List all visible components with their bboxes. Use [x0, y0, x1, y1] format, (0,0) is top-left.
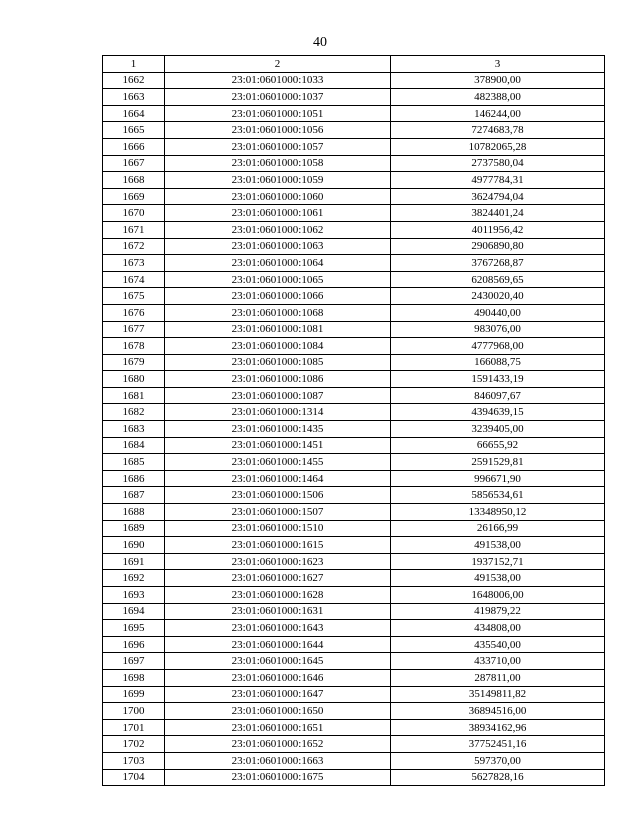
cadastral-value: 1591433,19 [391, 371, 605, 388]
table-row [103, 238, 605, 255]
table-row [103, 487, 605, 504]
cadastral-value: 491538,00 [391, 570, 605, 587]
cadastral-value: 26166,99 [391, 520, 605, 537]
cadastral-value: 1648006,00 [391, 587, 605, 604]
cadastral-number: 23:01:0601000:1051 [165, 105, 391, 122]
cadastral-number: 23:01:0601000:1627 [165, 570, 391, 587]
table-row [103, 338, 605, 355]
cadastral-value: 7274683,78 [391, 122, 605, 139]
row-number: 1668 [103, 172, 165, 189]
cadastral-number: 23:01:0601000:1615 [165, 537, 391, 554]
cadastral-value: 35149811,82 [391, 686, 605, 703]
row-number: 1667 [103, 155, 165, 172]
row-number: 1681 [103, 387, 165, 404]
row-number: 1679 [103, 354, 165, 371]
cadastral-value: 2737580,04 [391, 155, 605, 172]
cadastral-number: 23:01:0601000:1628 [165, 587, 391, 604]
row-number: 1695 [103, 620, 165, 637]
cadastral-value: 38934162,96 [391, 719, 605, 736]
table-row [103, 454, 605, 471]
row-number: 1683 [103, 421, 165, 438]
table-row [103, 255, 605, 272]
table-row [103, 752, 605, 769]
cadastral-value: 846097,67 [391, 387, 605, 404]
cadastral-number: 23:01:0601000:1651 [165, 719, 391, 736]
cadastral-number: 23:01:0601000:1058 [165, 155, 391, 172]
cadastral-value: 146244,00 [391, 105, 605, 122]
table-row [103, 105, 605, 122]
row-number: 1684 [103, 437, 165, 454]
cadastral-number: 23:01:0601000:1645 [165, 653, 391, 670]
cadastral-value: 66655,92 [391, 437, 605, 454]
cadastral-number: 23:01:0601000:1455 [165, 454, 391, 471]
row-number: 1662 [103, 72, 165, 89]
row-number: 1672 [103, 238, 165, 255]
cadastral-number: 23:01:0601000:1507 [165, 504, 391, 521]
row-number: 1700 [103, 703, 165, 720]
table-row [103, 553, 605, 570]
cadastral-number: 23:01:0601000:1064 [165, 255, 391, 272]
table-row [103, 703, 605, 720]
cadastral-value: 4777968,00 [391, 338, 605, 355]
cadastral-number: 23:01:0601000:1643 [165, 620, 391, 637]
registry-table [102, 55, 605, 786]
row-number: 1675 [103, 288, 165, 305]
row-number: 1673 [103, 255, 165, 272]
table-row [103, 304, 605, 321]
cadastral-value: 433710,00 [391, 653, 605, 670]
cadastral-number: 23:01:0601000:1085 [165, 354, 391, 371]
table-row [103, 669, 605, 686]
cadastral-number: 23:01:0601000:1087 [165, 387, 391, 404]
row-number: 1671 [103, 221, 165, 238]
row-number: 1669 [103, 188, 165, 205]
row-number: 1694 [103, 603, 165, 620]
row-number: 1663 [103, 89, 165, 106]
row-number: 1704 [103, 769, 165, 786]
cadastral-number: 23:01:0601000:1081 [165, 321, 391, 338]
cadastral-value: 37752451,16 [391, 736, 605, 753]
row-number: 1674 [103, 271, 165, 288]
table-row [103, 653, 605, 670]
cadastral-number: 23:01:0601000:1435 [165, 421, 391, 438]
row-number: 1698 [103, 669, 165, 686]
table-row [103, 172, 605, 189]
cadastral-number: 23:01:0601000:1033 [165, 72, 391, 89]
row-number: 1696 [103, 636, 165, 653]
column-header-3: 3 [391, 56, 605, 73]
row-number: 1670 [103, 205, 165, 222]
cadastral-value: 996671,90 [391, 470, 605, 487]
table-row [103, 404, 605, 421]
cadastral-value: 3239405,00 [391, 421, 605, 438]
cadastral-number: 23:01:0601000:1037 [165, 89, 391, 106]
cadastral-value: 490440,00 [391, 304, 605, 321]
cadastral-number: 23:01:0601000:1451 [165, 437, 391, 454]
cadastral-number: 23:01:0601000:1062 [165, 221, 391, 238]
cadastral-value: 4977784,31 [391, 172, 605, 189]
cadastral-value: 166088,75 [391, 354, 605, 371]
row-number: 1664 [103, 105, 165, 122]
cadastral-number: 23:01:0601000:1675 [165, 769, 391, 786]
table-row [103, 470, 605, 487]
cadastral-value: 13348950,12 [391, 504, 605, 521]
cadastral-number: 23:01:0601000:1057 [165, 138, 391, 155]
cadastral-value: 435540,00 [391, 636, 605, 653]
cadastral-number: 23:01:0601000:1644 [165, 636, 391, 653]
cadastral-number: 23:01:0601000:1060 [165, 188, 391, 205]
row-number: 1688 [103, 504, 165, 521]
table-row [103, 371, 605, 388]
row-number: 1685 [103, 454, 165, 471]
table-row [103, 421, 605, 438]
row-number: 1682 [103, 404, 165, 421]
cadastral-value: 378900,00 [391, 72, 605, 89]
cadastral-value: 5856534,61 [391, 487, 605, 504]
table-row [103, 221, 605, 238]
cadastral-value: 983076,00 [391, 321, 605, 338]
table-row [103, 603, 605, 620]
cadastral-value: 287811,00 [391, 669, 605, 686]
cadastral-number: 23:01:0601000:1065 [165, 271, 391, 288]
cadastral-value: 482388,00 [391, 89, 605, 106]
table-row [103, 188, 605, 205]
table-row [103, 636, 605, 653]
cadastral-number: 23:01:0601000:1623 [165, 553, 391, 570]
table-row [103, 138, 605, 155]
cadastral-number: 23:01:0601000:1631 [165, 603, 391, 620]
cadastral-value: 3824401,24 [391, 205, 605, 222]
cadastral-number: 23:01:0601000:1647 [165, 686, 391, 703]
table-row [103, 520, 605, 537]
header-row [103, 56, 605, 73]
cadastral-value: 2906890,80 [391, 238, 605, 255]
page-number: 40 [313, 35, 327, 50]
cadastral-value: 1937152,71 [391, 553, 605, 570]
cadastral-value: 36894516,00 [391, 703, 605, 720]
table-body [103, 72, 605, 786]
table-row [103, 72, 605, 89]
table-row [103, 387, 605, 404]
cadastral-number: 23:01:0601000:1650 [165, 703, 391, 720]
cadastral-value: 2430020,40 [391, 288, 605, 305]
table-row [103, 686, 605, 703]
cadastral-number: 23:01:0601000:1068 [165, 304, 391, 321]
cadastral-number: 23:01:0601000:1061 [165, 205, 391, 222]
table-row [103, 537, 605, 554]
row-number: 1676 [103, 304, 165, 321]
cadastral-value: 10782065,28 [391, 138, 605, 155]
cadastral-number: 23:01:0601000:1086 [165, 371, 391, 388]
table-row [103, 570, 605, 587]
row-number: 1686 [103, 470, 165, 487]
cadastral-number: 23:01:0601000:1652 [165, 736, 391, 753]
table-row [103, 321, 605, 338]
row-number: 1693 [103, 587, 165, 604]
cadastral-value: 6208569,65 [391, 271, 605, 288]
row-number: 1703 [103, 752, 165, 769]
table-row [103, 354, 605, 371]
row-number: 1699 [103, 686, 165, 703]
row-number: 1701 [103, 719, 165, 736]
row-number: 1690 [103, 537, 165, 554]
cadastral-number: 23:01:0601000:1314 [165, 404, 391, 421]
row-number: 1702 [103, 736, 165, 753]
table-row [103, 271, 605, 288]
cadastral-number: 23:01:0601000:1506 [165, 487, 391, 504]
row-number: 1691 [103, 553, 165, 570]
column-header-1: 1 [103, 56, 165, 73]
cadastral-value: 4394639,15 [391, 404, 605, 421]
table-row [103, 437, 605, 454]
table-row [103, 205, 605, 222]
cadastral-number: 23:01:0601000:1464 [165, 470, 391, 487]
row-number: 1689 [103, 520, 165, 537]
table-row [103, 736, 605, 753]
table-row [103, 769, 605, 786]
cadastral-number: 23:01:0601000:1646 [165, 669, 391, 686]
cadastral-number: 23:01:0601000:1066 [165, 288, 391, 305]
cadastral-number: 23:01:0601000:1059 [165, 172, 391, 189]
row-number: 1680 [103, 371, 165, 388]
cadastral-value: 2591529,81 [391, 454, 605, 471]
cadastral-value: 5627828,16 [391, 769, 605, 786]
cadastral-number: 23:01:0601000:1063 [165, 238, 391, 255]
row-number: 1665 [103, 122, 165, 139]
row-number: 1697 [103, 653, 165, 670]
column-header-2: 2 [165, 56, 391, 73]
table-row [103, 155, 605, 172]
table-row [103, 122, 605, 139]
table-row [103, 620, 605, 637]
cadastral-value: 3767268,87 [391, 255, 605, 272]
cadastral-number: 23:01:0601000:1510 [165, 520, 391, 537]
cadastral-value: 419879,22 [391, 603, 605, 620]
table-row [103, 587, 605, 604]
cadastral-value: 3624794,04 [391, 188, 605, 205]
row-number: 1687 [103, 487, 165, 504]
cadastral-value: 491538,00 [391, 537, 605, 554]
cadastral-number: 23:01:0601000:1663 [165, 752, 391, 769]
table-row [103, 89, 605, 106]
table-row [103, 288, 605, 305]
row-number: 1678 [103, 338, 165, 355]
cadastral-number: 23:01:0601000:1084 [165, 338, 391, 355]
row-number: 1666 [103, 138, 165, 155]
row-number: 1692 [103, 570, 165, 587]
cadastral-value: 597370,00 [391, 752, 605, 769]
table-row [103, 504, 605, 521]
row-number: 1677 [103, 321, 165, 338]
cadastral-value: 434808,00 [391, 620, 605, 637]
table-row [103, 719, 605, 736]
cadastral-number: 23:01:0601000:1056 [165, 122, 391, 139]
cadastral-value: 4011956,42 [391, 221, 605, 238]
